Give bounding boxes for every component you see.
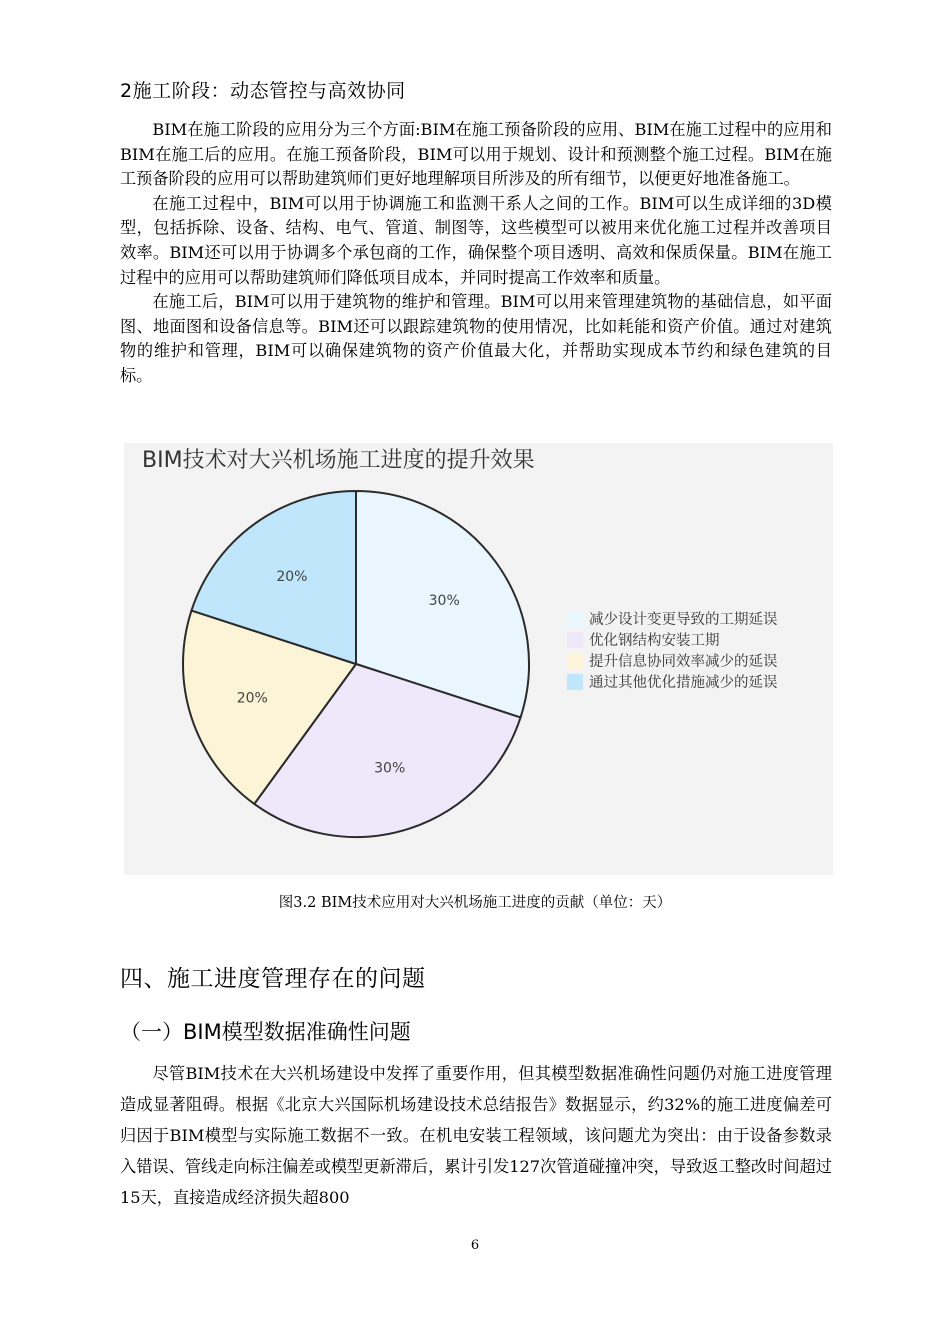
legend-label-1: 减少设计变更导致的工期延误 [589, 612, 778, 628]
paragraph-data-accuracy: 尽管BIM技术在大兴机场建设中发挥了重要作用，但其模型数据准确性问题仍对施工进度管理造成显著阻碍。根据《北京大兴国际机场建设技术总结报告》数据显示，约32%的施工进度偏差可归因于BIM模型与实际施工数据不一致。在机电安装工程领域，该问题尤为突出：由于设备参数录入错误、管线走向标注偏差或模型更新滞后，累计引发127次管道碰撞冲突，导致返工整改时间超过15天，直接造成经济损失超800 [120, 1064, 832, 1207]
paragraph-post-construction: 在施工后，BIM可以用于建筑物的维护和管理。BIM可以用来管理建筑物的基础信息，如平面图、地面图和设备信息等。BIM还可以跟踪建筑物的使用情况，比如耗能和资产价值。通过对建筑物的维护和管理，BIM可以确保建筑物的资产价值最大化，并帮助实现成本节约和绿色建筑的目标。 [120, 292, 832, 385]
legend-item-1 [567, 611, 778, 628]
legend-swatch-3 [567, 653, 583, 669]
subsection-heading: （一）BIM模型数据准确性问题 [120, 1020, 411, 1044]
legend-swatch-2 [567, 632, 583, 648]
legend-label-2: 优化钢结构安装工期 [589, 633, 720, 649]
legend-item-4 [567, 674, 778, 691]
legend-swatch-1 [567, 611, 583, 627]
paragraph-construction: 在施工过程中，BIM可以用于协调施工和监测干系人之间的工作。BIM可以生成详细的3D模型，包括拆除、设备、结构、电气、管道、制图等，这些模型可以被用来优化施工过程并改善项目效率。BIM还可以用于协调多个承包商的工作，确保整个项目透明、高效和保质保量。BIM在施工过程中的应用可以帮助建筑师们降低项目成本，并同时提高工作效率和质量。 [120, 193, 832, 287]
pie-slices [183, 491, 529, 837]
figure-caption: 图3.2 BIM技术应用对大兴机场施工进度的贡献（单位：天） [278, 895, 672, 911]
paragraph-preparation: BIM在施工阶段的应用分为三个方面:BIM在施工预备阶段的应用、BIM在施工过程中的应用和BIM在施工后的应用。在施工预备阶段，BIM可以用于规划、设计和预测整个施工过程。BIM在施工预备阶段的应用可以帮助建筑师们更好地理解项目所涉及的所有细节，以便更好地准备施工。 [120, 120, 832, 189]
legend-item-3 [567, 652, 778, 670]
intro-text [120, 118, 832, 389]
pie-chart-figure [124, 443, 833, 875]
legend-item-2 [567, 631, 720, 649]
chart-title: BIM技术对大兴机场施工进度的提升效果 [142, 448, 535, 473]
legend-label-4: 通过其他优化措施减少的延误 [589, 675, 778, 691]
pie-data-label-3: 20% [236, 690, 268, 707]
page-number: 6 [470, 1238, 480, 1253]
pie-data-label-4: 20% [276, 568, 308, 585]
legend-swatch-4 [567, 674, 583, 690]
legend-label-3: 提升信息协同效率减少的延误 [589, 654, 778, 670]
chart-legend [567, 611, 778, 691]
pie-data-label-2: 30% [374, 760, 406, 777]
problem-text [120, 1058, 832, 1213]
section-heading: 2施工阶段：动态管控与高效协同 [120, 80, 406, 102]
chapter-heading: 四、施工进度管理存在的问题 [120, 966, 426, 992]
pie-chart [124, 443, 833, 875]
pie-data-label-1: 30% [428, 592, 460, 609]
